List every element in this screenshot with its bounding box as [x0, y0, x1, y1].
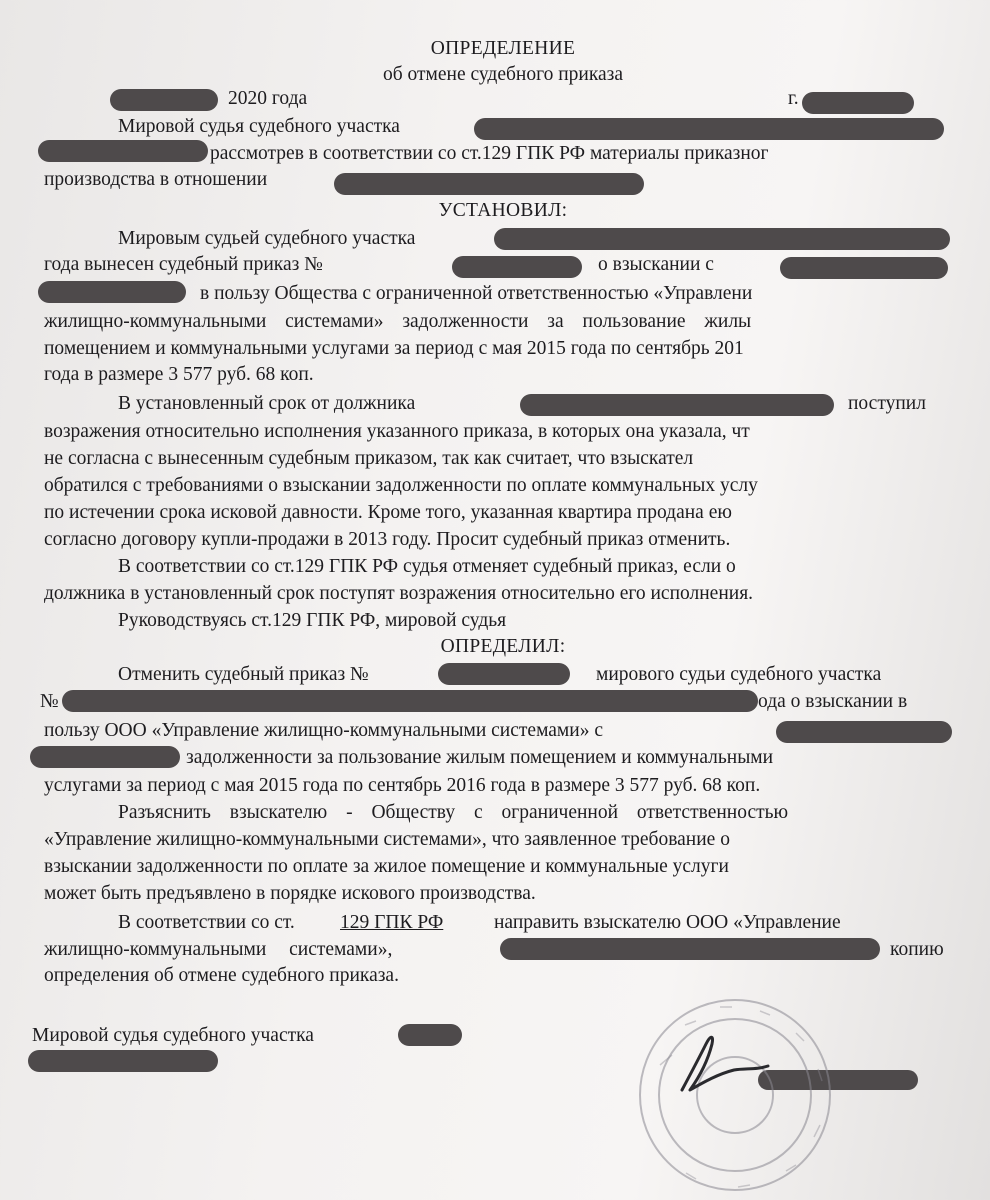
decided-line-9: [0, 881, 990, 907]
body-text: В соответствии со ст.129 ГПК РФ судья отменяет судебный приказ, если о: [118, 556, 736, 577]
body-text: Руководствуясь ст.129 ГПК РФ, мировой судья: [118, 610, 507, 631]
redaction: [28, 1050, 218, 1072]
established-line-5: [0, 336, 990, 362]
subtitle-line: [0, 62, 990, 88]
body-text: не согласна с вынесенным судебным приказом, так как считает, что взыскател: [44, 448, 694, 469]
decided-line-5: [0, 773, 990, 799]
decided-heading: ОПРЕДЕЛИЛ:: [440, 636, 566, 657]
decided-heading-line: [0, 634, 990, 660]
established-line-10: [0, 473, 990, 499]
established-heading: УСТАНОВИЛ:: [438, 200, 568, 221]
city-label: г.: [788, 88, 799, 109]
decided-line-10: [0, 910, 990, 936]
decided-line-6: [0, 800, 990, 826]
intro-text: рассмотрев в соответствии со ст.129 ГПК РФ материалы приказног: [210, 143, 769, 164]
document-subtitle: об отмене судебного приказа: [382, 64, 624, 85]
redaction: [500, 938, 880, 960]
body-text: года вынесен судебный приказ №: [44, 254, 323, 275]
body-text: определения об отмене судебного приказа.: [44, 965, 399, 986]
established-line-12: [0, 527, 990, 553]
body-text: услугами за период с мая 2015 года по сентябрь 2016 года в размере 3 577 руб. 68 коп.: [44, 775, 761, 796]
established-line-15: [0, 608, 990, 634]
body-text: задолженности за пользование жилым помещением и коммунальными: [186, 747, 774, 768]
decided-line-4: [0, 745, 990, 771]
date-year: 2020 года: [228, 88, 308, 109]
body-text: жилищно-коммунальными системами» задолженности за пользование жилы: [44, 311, 752, 332]
body-text: о взыскании с: [598, 254, 714, 275]
redaction: [520, 394, 834, 416]
redaction: [452, 256, 582, 278]
redaction: [474, 118, 944, 140]
established-line-14: [0, 581, 990, 607]
body-text: пользу ООО «Управление жилищно-коммунальными системами» с: [44, 720, 603, 741]
intro-line-2: [0, 141, 990, 167]
body-text: взыскании задолженности по оплате за жилое помещение и коммунальные услуги: [44, 856, 729, 877]
body-text: В соответствии со ст.: [118, 912, 295, 933]
body-text: по истечении срока исковой давности. Кроме того, указанная квартира продана ею: [44, 502, 732, 523]
redaction: [802, 92, 914, 114]
established-line-11: [0, 500, 990, 526]
body-text: мирового судьи судебного участка: [596, 664, 882, 685]
redaction: [780, 257, 948, 279]
established-line-6: [0, 362, 990, 388]
title-line: [0, 36, 990, 62]
redaction: [62, 690, 758, 712]
established-line-7: [0, 391, 990, 417]
body-text: помещением и коммунальными услугами за период с мая 2015 года по сентябрь 201: [44, 338, 744, 359]
signature-label: Мировой судья судебного участка: [32, 1025, 314, 1046]
body-text: может быть предъявлено в порядке искового производства.: [44, 883, 536, 904]
intro-text: производства в отношении: [44, 169, 268, 190]
redaction: [398, 1024, 462, 1046]
established-line-3: [0, 281, 990, 307]
body-text: направить взыскателю ООО «Управление: [494, 912, 841, 933]
body-text: Разъяснить взыскателю - Обществу с ограниченной ответственностью: [118, 802, 789, 823]
handwritten-signature: [660, 1020, 780, 1100]
redaction: [494, 228, 950, 250]
body-text: возражения относительно исполнения указанного приказа, в которых она указала, чт: [44, 421, 750, 442]
body-text: Мировым судьей судебного участка: [118, 228, 416, 249]
redaction: [334, 173, 644, 195]
body-text: копию: [890, 939, 944, 960]
established-heading-line: [0, 198, 990, 224]
redaction: [438, 663, 570, 685]
decided-line-8: [0, 854, 990, 880]
redaction: [776, 721, 952, 743]
body-text: «Управление жилищно-коммунальными системами», что заявленное требование о: [44, 829, 730, 850]
decided-line-7: [0, 827, 990, 853]
body-text: в пользу Общества с ограниченной ответственностью «Управлени: [200, 283, 753, 304]
established-line-9: [0, 446, 990, 472]
body-text: поступил: [848, 393, 926, 414]
document-title: ОПРЕДЕЛЕНИЕ: [430, 38, 576, 59]
body-text: обратился с требованиями о взыскании задолженности по оплате коммунальных услу: [44, 475, 758, 496]
body-text: должника в установленный срок поступят возражения относительно его исполнения.: [44, 583, 754, 604]
established-line-4: [0, 309, 990, 335]
body-text: №: [40, 691, 59, 712]
established-line-8: [0, 419, 990, 445]
law-reference: 129 ГПК РФ: [340, 912, 444, 933]
body-text: В установленный срок от должника: [118, 393, 416, 414]
established-line-13: [0, 554, 990, 580]
body-text: года в размере 3 577 руб. 68 коп.: [44, 364, 314, 385]
body-text: согласно договору купли-продажи в 2013 году. Просит судебный приказ отменить.: [44, 529, 731, 550]
body-text: ода о взыскании в: [758, 691, 908, 712]
body-text: Отменить судебный приказ №: [118, 664, 369, 685]
body-text: жилищно-коммунальными системами»,: [44, 939, 393, 960]
intro-text: Мировой судья судебного участка: [118, 116, 400, 137]
